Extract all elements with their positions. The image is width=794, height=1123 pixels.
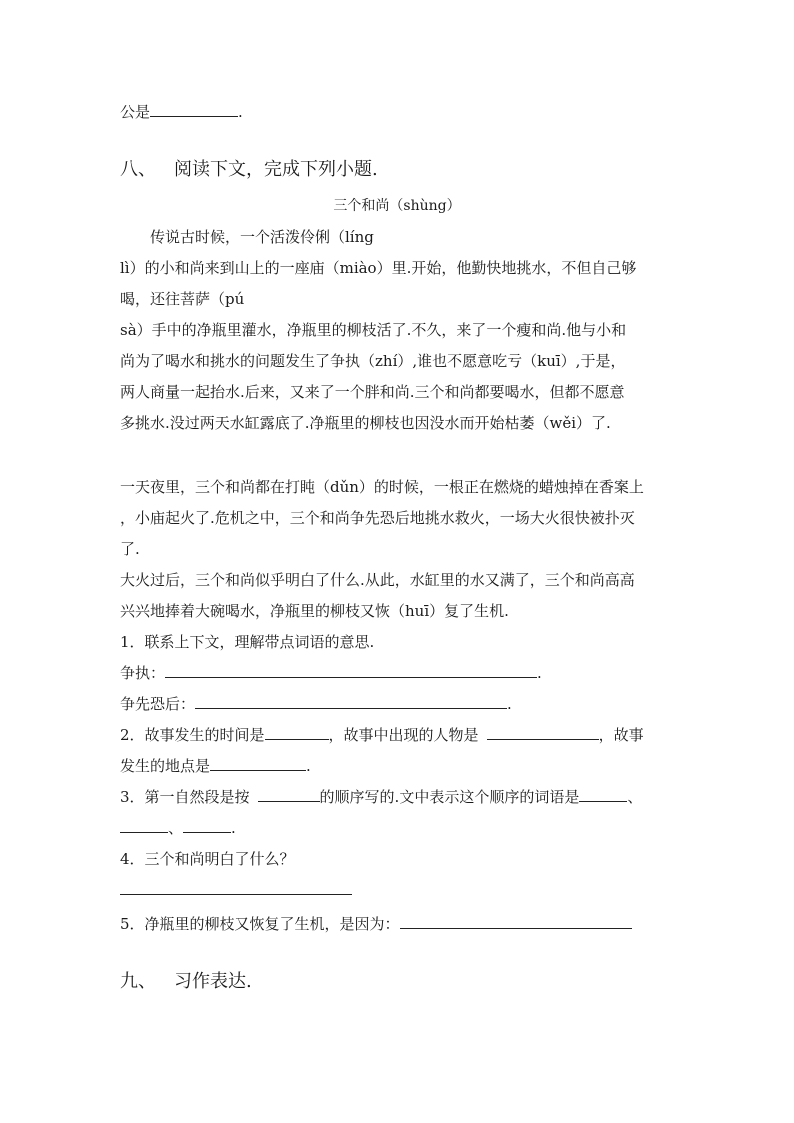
fill-line-end: . [238,103,243,121]
question-2 [120,725,644,745]
answer-blank[interactable] [210,756,306,771]
q2-text: 发生的地点是 [120,757,211,775]
answer-blank[interactable] [265,725,329,740]
section-title: 阅读下文，完成下列小题. [174,159,378,180]
section-number: 八、 [120,159,156,180]
story-line: sà）手中的净瓶里灌水，净瓶里的柳枝活了.不久，来了一个瘦和尚.他与小和 [120,321,627,339]
q2-text: ，故事 [598,726,644,744]
q3-sep: 、 [168,819,184,837]
story-line: 大火过后，三个和尚似乎明白了什么.从此，水缸里的水又满了，三个和尚高高 [120,571,635,589]
answer-blank[interactable] [120,880,352,895]
question-3 [120,787,642,807]
question-2-cont [120,756,311,776]
story-line: 两人商量一起抬水.后来，又来了一个胖和尚.三个和尚都要喝水，但都不愿意 [120,383,625,401]
answer-blank[interactable] [165,663,537,678]
question-4: 4．三个和尚明白了什么？ [120,850,295,868]
q3-sep: 、 [627,788,643,806]
story-line: 了. [120,540,140,558]
q3-text: 3．第一自然段是按 [120,788,250,806]
story-line: 尚为了喝水和挑水的问题发生了争执（zhí）,谁也不愿意吃亏（kuī）,于是， [120,352,626,370]
story-line: 一天夜里，三个和尚都在打盹（dǔn）的时候，一根正在燃烧的蜡烛掉在香案上 [120,478,644,496]
q1b-end: . [507,695,512,713]
answer-blank[interactable] [195,694,507,709]
story-line: lì）的小和尚来到山上的一座庙（miào）里.开始，他勤快地挑水，不但自己够 [120,259,637,277]
question-3-cont [120,818,236,838]
section-heading [120,970,252,994]
answer-blank[interactable] [487,725,599,740]
q3-text: 的顺序写的.文中表示这个顺序的词语是 [319,788,580,806]
answer-blank[interactable] [400,914,632,929]
question-1b [120,694,512,714]
story-line: 传说古时候，一个活泼伶俐（líng [150,228,374,246]
question-1a [120,663,542,683]
story-line: ，小庙起火了.危机之中，三个和尚争先恐后地挑水救火，一场大火很快被扑灭 [120,509,635,527]
question-4-answer [120,880,352,900]
q5-text: 5．净瓶里的柳枝又恢复了生机，是因为： [120,915,400,933]
q1a-end: . [537,664,542,682]
story-line: 多挑水.没过两天水缸露底了.净瓶里的柳枝也因没水而开始枯萎（wěi）了. [120,414,611,432]
q2-text: ，故事中出现的人物是 [328,726,479,744]
story-line: 喝，还往菩萨（pú [120,290,245,308]
story-line: 兴兴地捧着大碗喝水，净瓶里的柳枝又恢（huī）复了生机. [120,602,509,620]
question-5 [120,914,632,934]
q1a-label: 争执： [120,664,166,682]
story-title: 三个和尚（shùng） [333,198,461,214]
question-1: 1．联系上下文，理解带点词语的意思. [120,633,375,651]
q3-end: . [231,819,236,837]
answer-blank[interactable] [579,787,627,802]
fill-line [120,102,243,122]
section-title: 习作表达. [174,971,252,992]
answer-blank[interactable] [120,818,168,833]
section-number: 九、 [120,971,156,992]
answer-blank[interactable] [183,818,231,833]
q2-end: . [306,757,311,775]
q2-text: 2．故事发生的时间是 [120,726,265,744]
answer-blank[interactable] [258,787,320,802]
section-heading [120,158,378,182]
fill-line-prefix: 公是 [120,103,151,121]
q1b-label: 争先恐后： [120,695,196,713]
answer-blank[interactable] [150,102,238,117]
